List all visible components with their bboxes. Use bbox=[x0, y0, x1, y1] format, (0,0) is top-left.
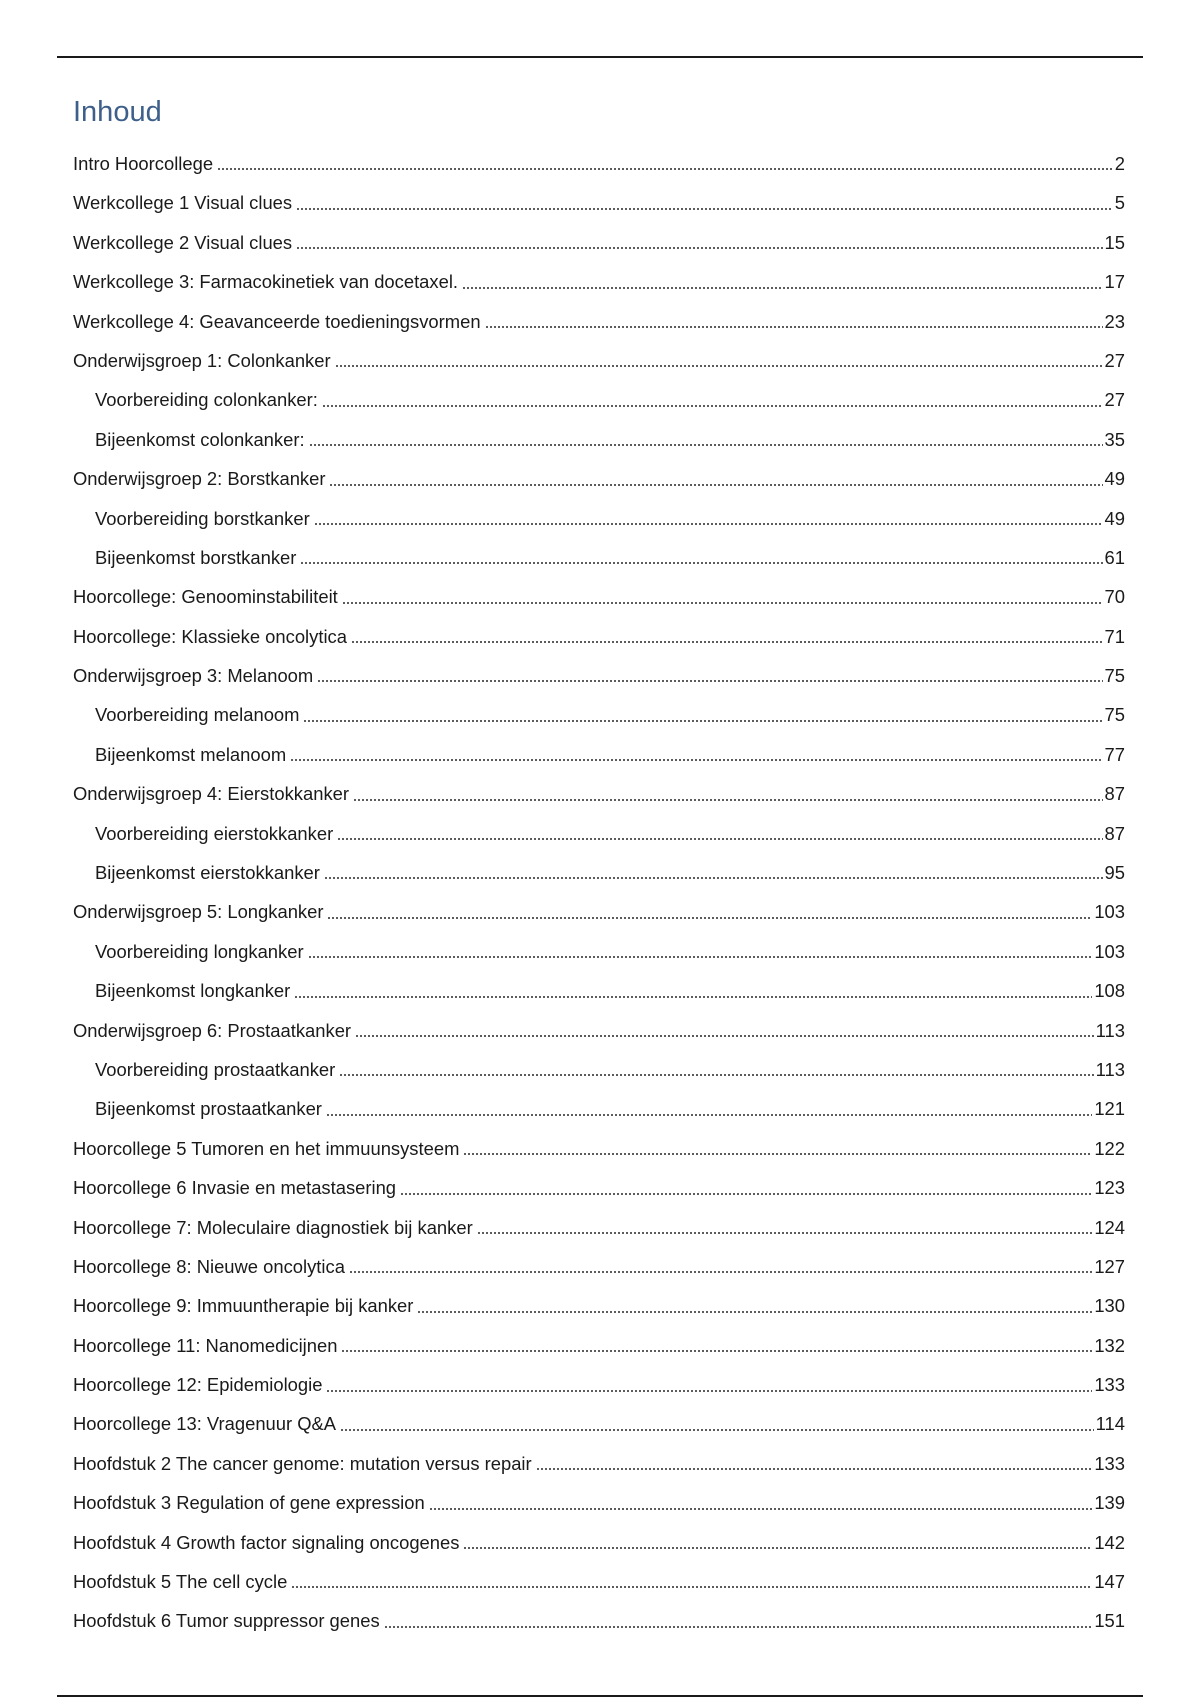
toc-entry-page-number: 27 bbox=[1104, 349, 1125, 371]
dot-leader bbox=[324, 877, 1103, 879]
footer-rule bbox=[57, 1695, 1143, 1697]
dot-leader bbox=[317, 680, 1102, 682]
dot-leader bbox=[314, 523, 1103, 525]
toc-entry-page-number: 15 bbox=[1104, 231, 1125, 253]
toc-entry-title: Voorbereiding borstkanker bbox=[95, 507, 310, 529]
toc-entry-title: Werkcollege 2 Visual clues bbox=[73, 231, 293, 253]
toc-entry-page-number: 151 bbox=[1094, 1610, 1125, 1632]
dot-leader bbox=[217, 168, 1113, 170]
dot-leader bbox=[400, 1193, 1092, 1195]
toc-subentry[interactable] bbox=[73, 376, 1125, 415]
dot-leader bbox=[351, 641, 1103, 643]
toc-entry-title: Hoorcollege 6 Invasie en metastasering bbox=[73, 1177, 397, 1199]
toc-entry[interactable] bbox=[73, 888, 1125, 927]
dot-leader bbox=[327, 917, 1092, 919]
toc-entry-page-number: 121 bbox=[1094, 1098, 1125, 1120]
toc-entry[interactable] bbox=[73, 1519, 1125, 1558]
toc-entry[interactable] bbox=[73, 1164, 1125, 1203]
dot-leader bbox=[355, 1035, 1094, 1037]
toc-entry-page-number: 103 bbox=[1094, 940, 1125, 962]
table-of-contents bbox=[73, 140, 1125, 1637]
dot-leader bbox=[337, 838, 1102, 840]
toc-entry-page-number: 35 bbox=[1104, 428, 1125, 450]
dot-leader bbox=[477, 1232, 1093, 1234]
toc-entry[interactable] bbox=[73, 455, 1125, 494]
toc-entry-title: Hoorcollege 9: Immuuntherapie bij kanker bbox=[73, 1295, 414, 1317]
toc-entry-title: Werkcollege 4: Geavanceerde toedieningsvormen bbox=[73, 310, 481, 332]
toc-entry-page-number: 123 bbox=[1094, 1177, 1125, 1199]
toc-entry[interactable] bbox=[73, 219, 1125, 258]
toc-subentry[interactable] bbox=[73, 849, 1125, 888]
toc-entry[interactable] bbox=[73, 1440, 1125, 1479]
dot-leader bbox=[463, 1547, 1092, 1549]
dot-leader bbox=[296, 208, 1113, 210]
dot-leader bbox=[326, 1390, 1092, 1392]
toc-entry[interactable] bbox=[73, 652, 1125, 691]
toc-entry-title: Onderwijsgroep 4: Eierstokkanker bbox=[73, 783, 349, 805]
dot-leader bbox=[290, 759, 1102, 761]
toc-entry-page-number: 77 bbox=[1104, 743, 1125, 765]
dot-leader bbox=[384, 1626, 1093, 1628]
toc-entry-page-number: 142 bbox=[1094, 1531, 1125, 1553]
toc-subentry[interactable] bbox=[73, 691, 1125, 730]
toc-entry-page-number: 139 bbox=[1094, 1492, 1125, 1514]
toc-subentry[interactable] bbox=[73, 495, 1125, 534]
dot-leader bbox=[335, 365, 1103, 367]
dot-leader bbox=[349, 1271, 1092, 1273]
toc-entry-page-number: 49 bbox=[1104, 507, 1125, 529]
toc-entry-page-number: 71 bbox=[1104, 625, 1125, 647]
toc-entry-page-number: 127 bbox=[1094, 1255, 1125, 1277]
dot-leader bbox=[294, 996, 1092, 998]
toc-subentry[interactable] bbox=[73, 534, 1125, 573]
toc-entry-title: Hoorcollege 8: Nieuwe oncolytica bbox=[73, 1255, 345, 1277]
toc-entry-page-number: 113 bbox=[1095, 1019, 1125, 1041]
toc-entry-title: Hoofdstuk 3 Regulation of gene expression bbox=[73, 1492, 425, 1514]
dot-leader bbox=[291, 1586, 1092, 1588]
toc-entry-title: Voorbereiding prostaatkanker bbox=[95, 1058, 336, 1080]
toc-entry-title: Hoorcollege 7: Moleculaire diagnostiek bij kanker bbox=[73, 1216, 473, 1238]
toc-entry-title: Onderwijsgroep 5: Longkanker bbox=[73, 901, 324, 923]
toc-entry-page-number: 95 bbox=[1104, 862, 1125, 884]
toc-entry[interactable] bbox=[73, 1125, 1125, 1164]
toc-entry-page-number: 87 bbox=[1104, 783, 1125, 805]
toc-entry-title: Bijeenkomst longkanker bbox=[95, 980, 291, 1002]
toc-entry-title: Bijeenkomst melanoom bbox=[95, 743, 287, 765]
toc-entry-title: Hoorcollege 5 Tumoren en het immuunsysteem bbox=[73, 1137, 460, 1159]
dot-leader bbox=[300, 562, 1102, 564]
toc-entry[interactable] bbox=[73, 140, 1125, 179]
toc-entry[interactable] bbox=[73, 613, 1125, 652]
toc-entry-page-number: 2 bbox=[1114, 152, 1125, 174]
dot-leader bbox=[341, 1350, 1092, 1352]
toc-heading: Inhoud bbox=[73, 96, 162, 128]
toc-entry-page-number: 103 bbox=[1094, 901, 1125, 923]
toc-entry[interactable] bbox=[73, 1243, 1125, 1282]
toc-entry-title: Onderwijsgroep 2: Borstkanker bbox=[73, 468, 326, 490]
toc-entry-page-number: 23 bbox=[1104, 310, 1125, 332]
toc-entry-title: Voorbereiding colonkanker: bbox=[95, 389, 318, 411]
toc-entry-title: Hoofdstuk 4 Growth factor signaling oncogenes bbox=[73, 1531, 460, 1553]
toc-entry-title: Voorbereiding eierstokkanker bbox=[95, 822, 334, 844]
dot-leader bbox=[309, 444, 1103, 446]
toc-entry[interactable] bbox=[73, 1401, 1125, 1440]
dot-leader bbox=[485, 326, 1103, 328]
toc-entry-page-number: 122 bbox=[1094, 1137, 1125, 1159]
toc-entry-title: Voorbereiding melanoom bbox=[95, 704, 300, 726]
toc-entry-title: Onderwijsgroep 3: Melanoom bbox=[73, 665, 314, 687]
toc-entry-page-number: 132 bbox=[1094, 1334, 1125, 1356]
toc-entry[interactable] bbox=[73, 1204, 1125, 1243]
dot-leader bbox=[536, 1468, 1093, 1470]
dot-leader bbox=[329, 484, 1102, 486]
toc-subentry[interactable] bbox=[73, 1085, 1125, 1124]
dot-leader bbox=[417, 1311, 1092, 1313]
toc-entry[interactable] bbox=[73, 258, 1125, 297]
toc-entry-page-number: 17 bbox=[1104, 271, 1125, 293]
toc-entry[interactable] bbox=[73, 770, 1125, 809]
toc-entry[interactable] bbox=[73, 298, 1125, 337]
toc-entry-page-number: 49 bbox=[1104, 468, 1125, 490]
toc-entry-title: Hoofdstuk 2 The cancer genome: mutation versus repair bbox=[73, 1452, 532, 1474]
toc-entry-title: Bijeenkomst prostaatkanker bbox=[95, 1098, 322, 1120]
toc-entry-title: Onderwijsgroep 1: Colonkanker bbox=[73, 349, 331, 371]
toc-entry[interactable] bbox=[73, 573, 1125, 612]
toc-entry-page-number: 133 bbox=[1094, 1452, 1125, 1474]
toc-entry[interactable] bbox=[73, 1361, 1125, 1400]
toc-subentry[interactable] bbox=[73, 810, 1125, 849]
toc-subentry[interactable] bbox=[73, 731, 1125, 770]
toc-entry[interactable] bbox=[73, 1322, 1125, 1361]
toc-entry[interactable] bbox=[73, 1007, 1125, 1046]
toc-entry-page-number: 5 bbox=[1114, 192, 1125, 214]
toc-entry[interactable] bbox=[73, 1479, 1125, 1518]
dot-leader bbox=[340, 1429, 1094, 1431]
dot-leader bbox=[429, 1508, 1093, 1510]
toc-entry-title: Bijeenkomst eierstokkanker bbox=[95, 862, 320, 884]
toc-entry-title: Hoofdstuk 6 Tumor suppressor genes bbox=[73, 1610, 380, 1632]
toc-entry-page-number: 114 bbox=[1095, 1413, 1125, 1435]
toc-entry-page-number: 108 bbox=[1094, 980, 1125, 1002]
toc-subentry[interactable] bbox=[73, 416, 1125, 455]
toc-entry-page-number: 133 bbox=[1094, 1374, 1125, 1396]
toc-entry-title: Hoorcollege 13: Vragenuur Q&A bbox=[73, 1413, 337, 1435]
dot-leader bbox=[308, 956, 1093, 958]
toc-entry-page-number: 27 bbox=[1104, 389, 1125, 411]
toc-entry[interactable] bbox=[73, 337, 1125, 376]
dot-leader bbox=[342, 602, 1103, 604]
toc-subentry[interactable] bbox=[73, 1046, 1125, 1085]
dot-leader bbox=[463, 1153, 1092, 1155]
toc-entry-title: Hoorcollege 11: Nanomedicijnen bbox=[73, 1334, 338, 1356]
toc-entry-page-number: 70 bbox=[1104, 586, 1125, 608]
toc-entry-title: Hoorcollege: Genoominstabiliteit bbox=[73, 586, 338, 608]
toc-entry-page-number: 87 bbox=[1104, 822, 1125, 844]
dot-leader bbox=[462, 287, 1103, 289]
toc-entry-title: Werkcollege 1 Visual clues bbox=[73, 192, 293, 214]
toc-entry-title: Bijeenkomst colonkanker: bbox=[95, 428, 305, 450]
toc-entry-page-number: 113 bbox=[1095, 1058, 1125, 1080]
toc-entry[interactable] bbox=[73, 1282, 1125, 1321]
toc-entry[interactable] bbox=[73, 1597, 1125, 1636]
toc-entry-title: Intro Hoorcollege bbox=[73, 152, 214, 174]
toc-subentry[interactable] bbox=[73, 967, 1125, 1006]
dot-leader bbox=[339, 1074, 1093, 1076]
toc-entry-page-number: 130 bbox=[1094, 1295, 1125, 1317]
toc-entry-title: Bijeenkomst borstkanker bbox=[95, 546, 297, 568]
dot-leader bbox=[322, 405, 1103, 407]
toc-entry-title: Werkcollege 3: Farmacokinetiek van docetaxel. bbox=[73, 271, 459, 293]
toc-entry[interactable] bbox=[73, 1558, 1125, 1597]
header-rule bbox=[57, 56, 1143, 58]
toc-entry-title: Onderwijsgroep 6: Prostaatkanker bbox=[73, 1019, 352, 1041]
toc-entry-title: Voorbereiding longkanker bbox=[95, 940, 304, 962]
toc-entry[interactable] bbox=[73, 179, 1125, 218]
toc-entry-page-number: 61 bbox=[1104, 546, 1125, 568]
dot-leader bbox=[353, 799, 1103, 801]
toc-entry-title: Hoorcollege: Klassieke oncolytica bbox=[73, 625, 347, 647]
toc-entry-page-number: 124 bbox=[1094, 1216, 1125, 1238]
toc-entry-title: Hoorcollege 12: Epidemiologie bbox=[73, 1374, 323, 1396]
toc-subentry[interactable] bbox=[73, 928, 1125, 967]
dot-leader bbox=[326, 1114, 1092, 1116]
dot-leader bbox=[296, 247, 1102, 249]
toc-entry-page-number: 75 bbox=[1104, 665, 1125, 687]
dot-leader bbox=[303, 720, 1102, 722]
toc-entry-page-number: 147 bbox=[1094, 1571, 1125, 1593]
toc-entry-page-number: 75 bbox=[1104, 704, 1125, 726]
toc-entry-title: Hoofdstuk 5 The cell cycle bbox=[73, 1571, 288, 1593]
